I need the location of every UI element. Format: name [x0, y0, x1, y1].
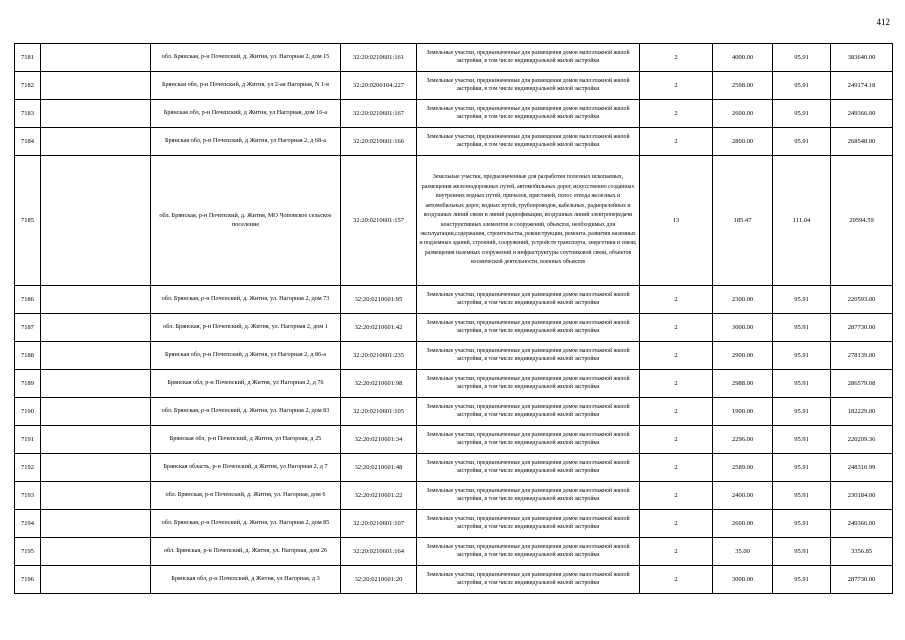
blank-cell — [41, 510, 151, 538]
address-cell: обл. Брянская, р-н Почепский, д. Житня, МО Чоповское сельское поселение — [151, 156, 341, 286]
area-cell: 2900.00 — [713, 342, 773, 370]
row-number-cell: 7192 — [15, 454, 41, 482]
cadastral-number-cell: 32:20:0210601:95 — [341, 286, 417, 314]
cadastral-value-cell: 20594.59 — [831, 156, 893, 286]
area-cell: 185.47 — [713, 156, 773, 286]
cadastral-number-cell: 32:20:0210601:20 — [341, 566, 417, 594]
row-number-cell: 7184 — [15, 128, 41, 156]
cadastral-value-cell: 220209.36 — [831, 426, 893, 454]
group-cell: 2 — [640, 286, 713, 314]
area-cell: 2988.00 — [713, 370, 773, 398]
group-cell: 2 — [640, 566, 713, 594]
address-cell: обл. Брянская, р-н Почепский, д. Житня, ул. Нагорная 2, дом 85 — [151, 510, 341, 538]
page-number: 412 — [876, 17, 890, 27]
cadastral-number-cell: 32:20:0200104:227 — [341, 72, 417, 100]
table-body — [15, 44, 893, 594]
blank-cell — [41, 398, 151, 426]
address-cell: Брянская область, р-н Почепский, д Житня, ул Нагорная 2, д 7 — [151, 454, 341, 482]
land-use-cell: Земельные участки, предназначенные для размещения домов малоэтажной жилой застройки, в том числе индивидуальной жилой застройки — [417, 44, 640, 72]
cadastral-value-cell: 286579.08 — [831, 370, 893, 398]
row-number-cell: 7187 — [15, 314, 41, 342]
address-cell: Брянская обл, р-н Почепский, д Житня, ул Нагорная 2, д 76 — [151, 370, 341, 398]
table-row — [15, 538, 893, 566]
cadastral-value-cell: 278139.00 — [831, 342, 893, 370]
group-cell: 2 — [640, 538, 713, 566]
group-cell: 2 — [640, 342, 713, 370]
cadastral-number-cell: 32:20:0210601:98 — [341, 370, 417, 398]
table-row — [15, 44, 893, 72]
rate-cell: 95.91 — [773, 482, 831, 510]
cadastral-value-cell: 220593.00 — [831, 286, 893, 314]
row-number-cell: 7190 — [15, 398, 41, 426]
land-use-cell: Земельные участки, предназначенные для размещения домов малоэтажной жилой застройки, в том числе индивидуальной жилой застройки — [417, 100, 640, 128]
address-cell: Брянская обл, р-н Почепский, д Житня, ул Нагорная 2, д 68-а — [151, 128, 341, 156]
table-row — [15, 510, 893, 538]
rate-cell: 95.91 — [773, 72, 831, 100]
area-cell: 2296.00 — [713, 426, 773, 454]
land-use-cell: Земельные участки, предназначенные для размещения домов малоэтажной жилой застройки, в том числе индивидуальной жилой застройки — [417, 314, 640, 342]
cadastral-number-cell: 32:20:0210601:107 — [341, 510, 417, 538]
area-cell: 3000.00 — [713, 314, 773, 342]
table-row — [15, 454, 893, 482]
cadastral-value-cell: 249366.00 — [831, 510, 893, 538]
blank-cell — [41, 454, 151, 482]
group-cell: 2 — [640, 426, 713, 454]
area-cell: 3000.00 — [713, 566, 773, 594]
group-cell: 2 — [640, 398, 713, 426]
cadastral-number-cell: 32:20:0210601:164 — [341, 538, 417, 566]
land-use-cell: Земельные участки, предназначенные для размещения домов малоэтажной жилой застройки, в том числе индивидуальной жилой застройки — [417, 128, 640, 156]
group-cell: 2 — [640, 44, 713, 72]
cadastral-number-cell: 32:20:0210601:22 — [341, 482, 417, 510]
rate-cell: 95.91 — [773, 538, 831, 566]
area-cell: 2600.00 — [713, 100, 773, 128]
row-number-cell: 7189 — [15, 370, 41, 398]
area-cell: 2300.00 — [713, 286, 773, 314]
land-use-cell: Земельные участки, предназначенные для разработки полезных ископаемых, размещения железнодорожных путей, автомобильных дорог, искусственно созданных внутренних водных путей, причалов, пристаней, полос отвода железных и автомобильных дорог, водных путей, трубопроводов, кабельных, радиорелейных и воздушных линий связи и линий радиофикации, воздушных линий электропередачи конструктивных элементов и сооружений, объектов, необходимых для эксплуатации,содержания, строительства, реконструкции, ремонта, развития наземных и подземных зданий, строений, сооружений, устройств транспорта, энергетики и связи; размещения наземных сооружений и инфраструктуры спутниковой связи, объектов космической деятельности, военных объектов — [417, 156, 640, 286]
table-row — [15, 314, 893, 342]
cadastral-number-cell: 32:20:0210601:166 — [341, 128, 417, 156]
rate-cell: 95.91 — [773, 100, 831, 128]
table-row — [15, 100, 893, 128]
row-number-cell: 7186 — [15, 286, 41, 314]
group-cell: 2 — [640, 482, 713, 510]
group-cell: 2 — [640, 100, 713, 128]
rate-cell: 95.91 — [773, 398, 831, 426]
cadastral-number-cell: 32:20:0210601:167 — [341, 100, 417, 128]
land-use-cell: Земельные участки, предназначенные для размещения домов малоэтажной жилой застройки, в том числе индивидуальной жилой застройки — [417, 538, 640, 566]
blank-cell — [41, 370, 151, 398]
cadastral-value-cell: 3356.85 — [831, 538, 893, 566]
row-number-cell: 7193 — [15, 482, 41, 510]
area-cell: 1900.00 — [713, 398, 773, 426]
blank-cell — [41, 342, 151, 370]
cadastral-value-cell: 287730.00 — [831, 314, 893, 342]
cadastral-number-cell: 32:20:0210601:161 — [341, 44, 417, 72]
group-cell: 13 — [640, 156, 713, 286]
row-number-cell: 7194 — [15, 510, 41, 538]
address-cell: Брянская обл, р-н Почепский, д Житня, ул Нагорная, дом 16-а — [151, 100, 341, 128]
address-cell: Брянская обл, р-н Почепский, д Житня, ул Нагорная, д 3 — [151, 566, 341, 594]
group-cell: 2 — [640, 314, 713, 342]
table-row — [15, 156, 893, 286]
land-use-cell: Земельные участки, предназначенные для размещения домов малоэтажной жилой застройки, в том числе индивидуальной жилой застройки — [417, 72, 640, 100]
land-use-cell: Земельные участки, предназначенные для размещения домов малоэтажной жилой застройки, в том числе индивидуальной жилой застройки — [417, 566, 640, 594]
table-row — [15, 398, 893, 426]
blank-cell — [41, 44, 151, 72]
address-cell: обл. Брянская, р-н Почепский, д. Житня, ул. Нагорная, дом 6 — [151, 482, 341, 510]
cadastral-number-cell: 32:20:0210601:48 — [341, 454, 417, 482]
land-use-cell: Земельные участки, предназначенные для размещения домов малоэтажной жилой застройки, в том числе индивидуальной жилой застройки — [417, 286, 640, 314]
table-row — [15, 482, 893, 510]
land-use-cell: Земельные участки, предназначенные для размещения домов малоэтажной жилой застройки, в том числе индивидуальной жилой застройки — [417, 510, 640, 538]
blank-cell — [41, 100, 151, 128]
table-row — [15, 426, 893, 454]
land-registry-table — [14, 43, 893, 594]
row-number-cell: 7183 — [15, 100, 41, 128]
rate-cell: 95.91 — [773, 510, 831, 538]
rate-cell: 95.91 — [773, 44, 831, 72]
address-cell: обл. Брянская, р-н Почепский, д. Житня, ул. Нагорная, дом 26 — [151, 538, 341, 566]
cadastral-value-cell: 268548.00 — [831, 128, 893, 156]
cadastral-value-cell: 230184.00 — [831, 482, 893, 510]
land-use-cell: Земельные участки, предназначенные для размещения домов малоэтажной жилой застройки, в том числе индивидуальной жилой застройки — [417, 342, 640, 370]
cadastral-value-cell: 249366.00 — [831, 100, 893, 128]
address-cell: обл. Брянская, р-н Почепский, д. Житня, ул. Нагорная 2, дом 1 — [151, 314, 341, 342]
rate-cell: 95.91 — [773, 342, 831, 370]
blank-cell — [41, 538, 151, 566]
area-cell: 35.00 — [713, 538, 773, 566]
rate-cell: 95.91 — [773, 566, 831, 594]
table-row — [15, 128, 893, 156]
blank-cell — [41, 314, 151, 342]
rate-cell: 95.91 — [773, 454, 831, 482]
area-cell: 2800.00 — [713, 128, 773, 156]
cadastral-value-cell: 383640.00 — [831, 44, 893, 72]
group-cell: 2 — [640, 370, 713, 398]
cadastral-number-cell: 32:20:0210601:105 — [341, 398, 417, 426]
blank-cell — [41, 482, 151, 510]
row-number-cell: 7188 — [15, 342, 41, 370]
area-cell: 2589.00 — [713, 454, 773, 482]
blank-cell — [41, 286, 151, 314]
land-use-cell: Земельные участки, предназначенные для размещения домов малоэтажной жилой застройки, в том числе индивидуальной жилой застройки — [417, 426, 640, 454]
cadastral-number-cell: 32:20:0210601:42 — [341, 314, 417, 342]
cadastral-number-cell: 32:20:0210601:235 — [341, 342, 417, 370]
land-use-cell: Земельные участки, предназначенные для размещения домов малоэтажной жилой застройки, в том числе индивидуальной жилой застройки — [417, 398, 640, 426]
row-number-cell: 7185 — [15, 156, 41, 286]
table-row — [15, 72, 893, 100]
table-row — [15, 286, 893, 314]
group-cell: 2 — [640, 128, 713, 156]
row-number-cell: 7195 — [15, 538, 41, 566]
group-cell: 2 — [640, 72, 713, 100]
rate-cell: 111.04 — [773, 156, 831, 286]
rate-cell: 95.91 — [773, 426, 831, 454]
rate-cell: 95.91 — [773, 128, 831, 156]
row-number-cell: 7196 — [15, 566, 41, 594]
rate-cell: 95.91 — [773, 370, 831, 398]
row-number-cell: 7191 — [15, 426, 41, 454]
cadastral-number-cell: 32:20:0210601:34 — [341, 426, 417, 454]
blank-cell — [41, 156, 151, 286]
address-cell: обл. Брянская, р-н Почепский, д. Житня, ул. Нагорная 2, дом 15 — [151, 44, 341, 72]
address-cell: обл. Брянская, р-н Почепский, д. Житня, ул. Нагорная 2, дом 73 — [151, 286, 341, 314]
rate-cell: 95.91 — [773, 286, 831, 314]
address-cell: Брянская обл, р-н Почепский, д Житня, ул Нагорная, д 25 — [151, 426, 341, 454]
area-cell: 4000.00 — [713, 44, 773, 72]
cadastral-value-cell: 249174.18 — [831, 72, 893, 100]
blank-cell — [41, 426, 151, 454]
blank-cell — [41, 128, 151, 156]
cadastral-value-cell: 182229.00 — [831, 398, 893, 426]
rate-cell: 95.91 — [773, 314, 831, 342]
table-row — [15, 342, 893, 370]
row-number-cell: 7181 — [15, 44, 41, 72]
row-number-cell: 7182 — [15, 72, 41, 100]
blank-cell — [41, 566, 151, 594]
address-cell: Брянская обл, р-н Почепский, д Житня, ул Нагорная 2, д 86-а — [151, 342, 341, 370]
cadastral-number-cell: 32:20:0210601:157 — [341, 156, 417, 286]
table-row — [15, 566, 893, 594]
group-cell: 2 — [640, 510, 713, 538]
land-use-cell: Земельные участки, предназначенные для размещения домов малоэтажной жилой застройки, в том числе индивидуальной жилой застройки — [417, 370, 640, 398]
area-cell: 2400.00 — [713, 482, 773, 510]
cadastral-value-cell: 287730.00 — [831, 566, 893, 594]
area-cell: 2600.00 — [713, 510, 773, 538]
blank-cell — [41, 72, 151, 100]
table-row — [15, 370, 893, 398]
group-cell: 2 — [640, 454, 713, 482]
address-cell: обл. Брянская, р-н Почепский, д. Житня, ул. Нагорная 2, дом 83 — [151, 398, 341, 426]
land-use-cell: Земельные участки, предназначенные для размещения домов малоэтажной жилой застройки, в том числе индивидуальной жилой застройки — [417, 482, 640, 510]
area-cell: 2598.00 — [713, 72, 773, 100]
address-cell: Брянская обл, р-н Почепский, д Житня, ул 2-ая Нагорная, N 1-в — [151, 72, 341, 100]
cadastral-value-cell: 248310.99 — [831, 454, 893, 482]
land-use-cell: Земельные участки, предназначенные для размещения домов малоэтажной жилой застройки, в том числе индивидуальной жилой застройки — [417, 454, 640, 482]
